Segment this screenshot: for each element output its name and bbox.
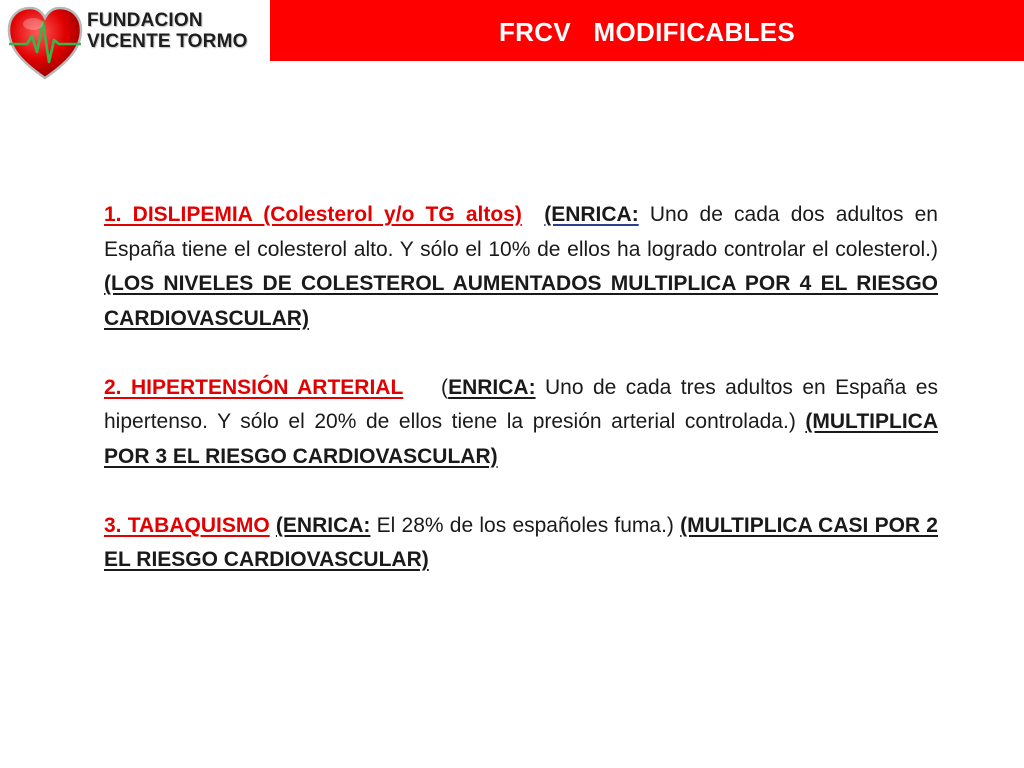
fundacion-logo (5, 4, 267, 82)
risk-factor-list (104, 198, 938, 578)
enrica-label: ENRICA: (448, 375, 536, 399)
list-item-dislipemia (104, 198, 938, 336)
risk-note: (LOS NIVELES DE COLESTEROL AUMENTADOS MULTIPLICA POR 4 EL RIESGO CARDIOVASCULAR) (104, 272, 938, 330)
logo-line-2: VICENTE TORMO (87, 31, 248, 52)
heart-ekg-icon (5, 4, 85, 82)
item-heading: 1. DISLIPEMIA (Colesterol y/o TG altos) (104, 203, 522, 226)
list-item-hipertension: 2. HIPERTENSIÓN ARTERIAL (ENRICA: Uno de cada tres adultos en España es hipertenso. Y sólo el 20% de ellos tiene la presión arterial controlada.) (MULTIPLICA POR 3 EL RIESGO CARDIOVASCULAR) (104, 375, 938, 468)
item-body: Uno de cada dos adultos en España tiene el colesterol alto. Y sólo el 10% de ellos ha logrado controlar el colesterol.) (104, 203, 938, 261)
page-title: FRCV MODIFICABLES (498, 17, 796, 47)
enrica-label: (ENRICA: (544, 203, 639, 226)
item-heading: 3. TABAQUISMO (104, 513, 270, 537)
list-item-tabaquismo (104, 509, 938, 578)
item-body: Uno de cada tres adultos en España es hipertenso. Y sólo el 20% de ellos tiene la presión arterial controlada.) (104, 375, 938, 433)
risk-note: (MULTIPLICA POR 3 EL RIESGO CARDIOVASCULAR) (104, 410, 938, 468)
logo-line-1: FUNDACION (87, 10, 203, 31)
risk-note: (MULTIPLICA CASI POR 2 EL RIESGO CARDIOVASCULAR) (104, 513, 938, 571)
enrica-label: (ENRICA: (275, 513, 371, 537)
item-heading: 2. HIPERTENSIÓN ARTERIAL (104, 375, 404, 399)
item-body: El 28% de los españoles fuma.) (370, 513, 681, 537)
logo-text (87, 10, 248, 52)
